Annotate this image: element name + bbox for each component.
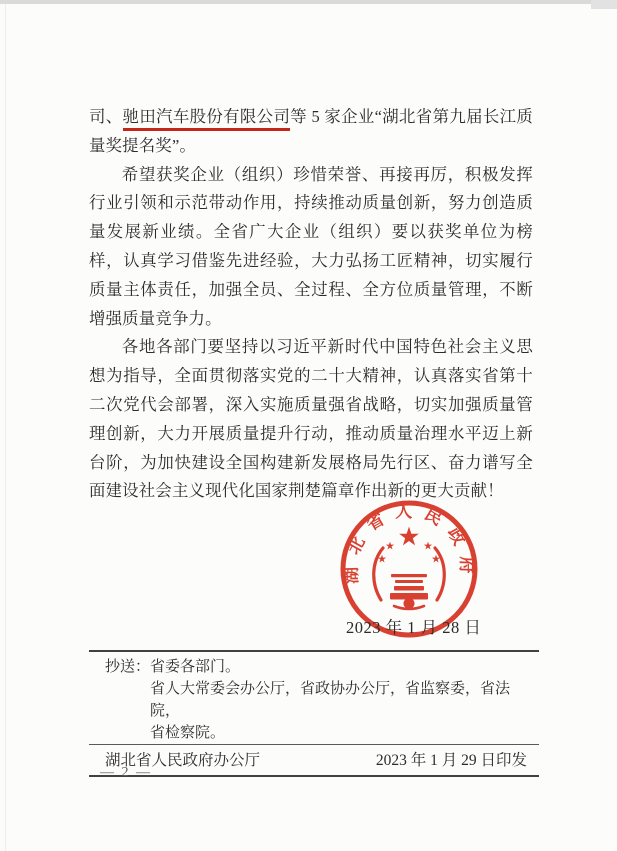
company-name-underlined: 驰田汽车股份有限公司 xyxy=(123,107,291,131)
scan-edge-top xyxy=(0,0,617,4)
cc-label: 抄送： xyxy=(105,659,151,675)
scan-edge-left xyxy=(5,4,6,851)
page-number: — 2 — xyxy=(100,765,152,780)
divider-middle xyxy=(89,744,539,745)
cc-line: 省人大常委会办公厅，省政协办公厅，省监察委，省法院， xyxy=(150,681,511,719)
print-date: 2023 年 1 月 29 日印发 xyxy=(375,752,527,769)
cc-lines xyxy=(150,656,539,744)
signature-date: 2023 年 1 月 28 日 xyxy=(346,618,482,637)
svg-text:湖北省人民政府 xyxy=(341,502,478,584)
national-emblem-icon xyxy=(374,527,445,609)
seal-ring-text: 湖北省人民政府 xyxy=(341,501,477,585)
paragraph-hope: 希望获奖企业（组织）珍惜荣誉、再接再厉，积极发挥行业引领和示范带动作用，持续推动质量创新，努力创造质量发展新业绩。全省广大企业（组织）要以获奖单位为榜样，认真学习借鉴先进经验，大力弘扬工匠精神，切实履行质量主体责任，加强全员、全过程、全方位质量管理，不断增强质量竞争力。 xyxy=(89,164,533,328)
paragraph-intro xyxy=(89,103,533,161)
divider-bottom xyxy=(89,775,539,777)
intro-suffix: 等 5 家企业“湖北省第九届长江质量奖提名奖”。 xyxy=(89,107,534,155)
paragraph-requirements: 各地各部门要坚持以习近平新时代中国特色社会主义思想为指导，全面贯彻落实党的二十大精神，认真落实省第十二次党代会部署，深入实施质量强省战略，切实加强质量管理创新，大力开展质量提升行动，推动质量治理水平迈上新台阶，为加快建设全国构建新发展格局先行区、奋力谱写全面建设社会主义现代化国家荆楚篇章作出新的更大贡献！ xyxy=(89,337,533,501)
divider-top xyxy=(89,650,539,652)
scan-edge-top-right xyxy=(591,0,617,9)
document-body xyxy=(89,103,533,506)
issuer-name: 湖北省人民政府办公厅 xyxy=(105,752,261,769)
issuer-row xyxy=(105,752,527,770)
intro-prefix: 司、 xyxy=(89,107,123,126)
cc-line: 省检察院。 xyxy=(150,725,226,741)
cc-block xyxy=(105,656,539,744)
cc-line: 省委各部门。 xyxy=(150,659,241,675)
document-footer xyxy=(89,650,539,777)
